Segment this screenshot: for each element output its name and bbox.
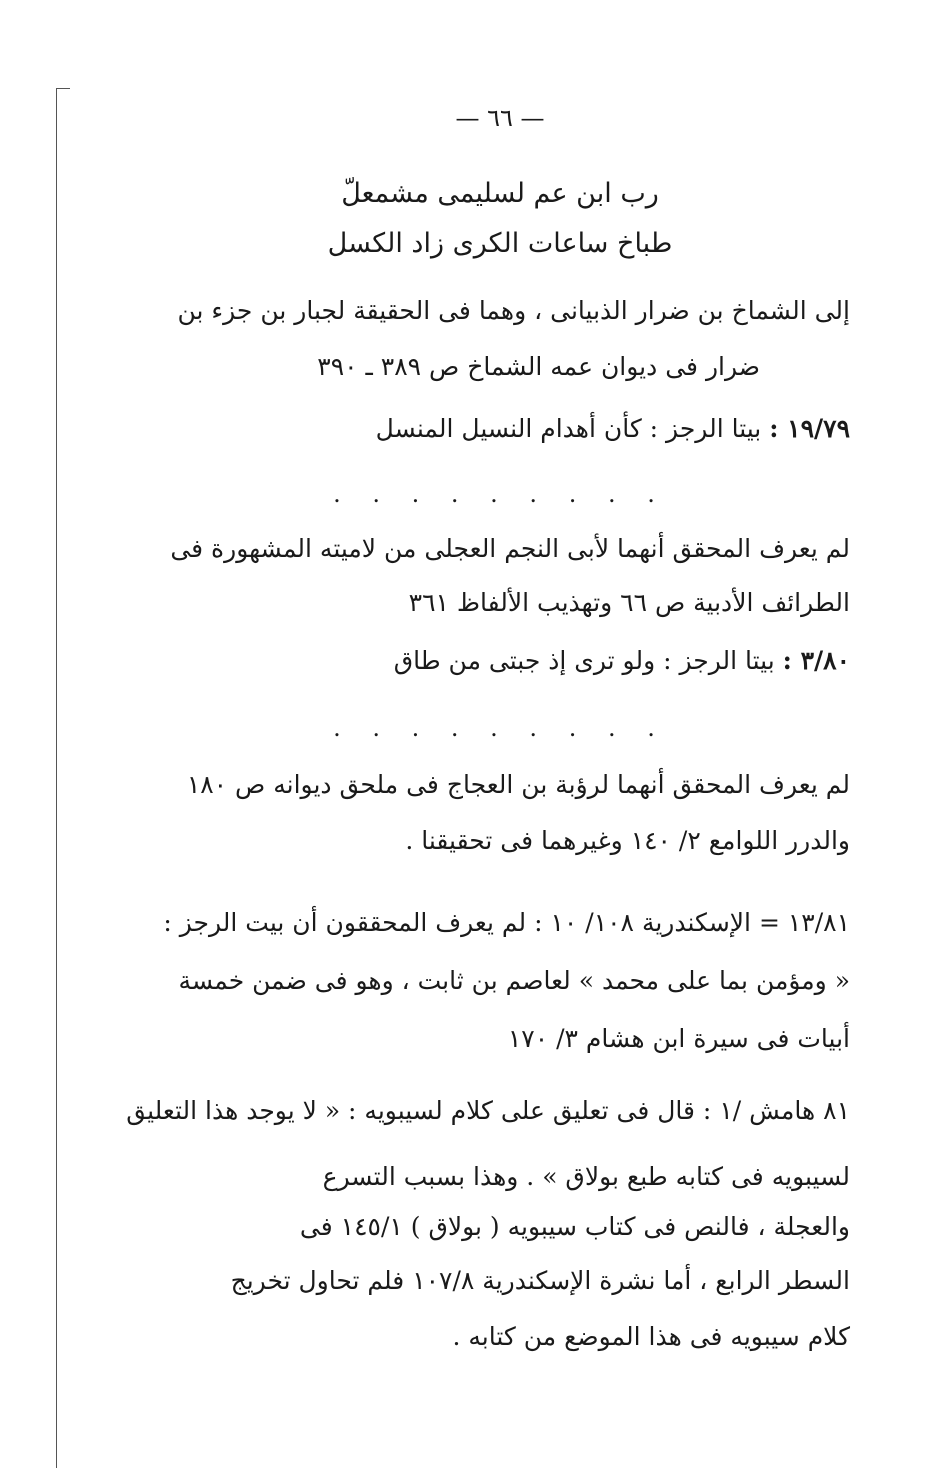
section2-line-1: لم يعرف المحقق أنهما لأبى النجم العجلى من لاميته المشهورة فى [170,534,850,563]
entry-79-text: بيتا الرجز : كأن أهدام النسيل المنسل [375,414,762,443]
section1-line-2: ضرار فى ديوان عمه الشماخ ص ٣٨٩ ـ ٣٩٠ [317,352,760,381]
separator-1: . . . . . . . . . [333,480,667,508]
verse-line-1: رب ابن عم لسليمى مشمعلّ [341,178,659,209]
page-number: — ٦٦ — [455,104,545,132]
section4-line-2: « ومؤمن بما على محمد » لعاصم بن ثابت ، وهو فى ضمن خمسة [178,966,850,995]
section1-line-1: إلى الشماخ بن ضرار الذبيانى ، وهما فى الحقيقة لجبار بن جزء بن [177,296,850,325]
section3-line-2: والدرر اللوامع ٢/ ١٤٠ وغيرهما فى تحقيقنا . [405,826,850,855]
entry-80 [160,646,850,675]
section5-line-2: لسيبويه فى كتابه طبع بولاق » . وهذا بسبب التسرع [322,1162,850,1191]
entry-79-ref: ١٩/٧٩ : [769,414,850,443]
separator-2: . . . . . . . . . [333,714,667,742]
entry-79 [160,414,850,443]
entry-80-text: بيتا الرجز : ولو ترى إذ جبتى من طاق [393,646,775,675]
margin-tick [56,88,70,89]
section4-line-3: أبيات فى سيرة ابن هشام ٣/ ١٧٠ [507,1024,850,1053]
entry-80-ref: ٣/٨٠ : [782,646,850,675]
section3-line-1: لم يعرف المحقق أنهما لرؤبة بن العجاج فى ملحق ديوانه ص ١٨٠ [186,770,850,799]
section5-line-3: والعجلة ، فالنص فى كتاب سيبويه ( بولاق ) ١٤٥/١ فى [299,1212,850,1241]
margin-rule [56,88,57,1468]
section5-line-4: السطر الرابع ، أما نشرة الإسكندرية ١٠٧/٨ فلم تحاول تخريج [230,1266,850,1295]
verse-line-2: طباخ ساعات الكرى زاد الكسل [327,228,673,259]
section4-line-1: ١٣/٨١ = الإسكندرية ١٠٨/ ١٠ : لم يعرف المحققون أن بيت الرجز : [163,908,850,937]
document-page [126,0,850,1473]
section2-line-2: الطرائف الأدبية ص ٦٦ وتهذيب الألفاظ ٣٦١ [408,588,850,617]
section5-line-5: كلام سيبويه فى هذا الموضع من كتابه . [452,1322,850,1351]
section5-line-1: ٨١ هامش /١ : قال فى تعليق على كلام لسيبويه : « لا يوجد هذا التعليق [126,1096,850,1125]
